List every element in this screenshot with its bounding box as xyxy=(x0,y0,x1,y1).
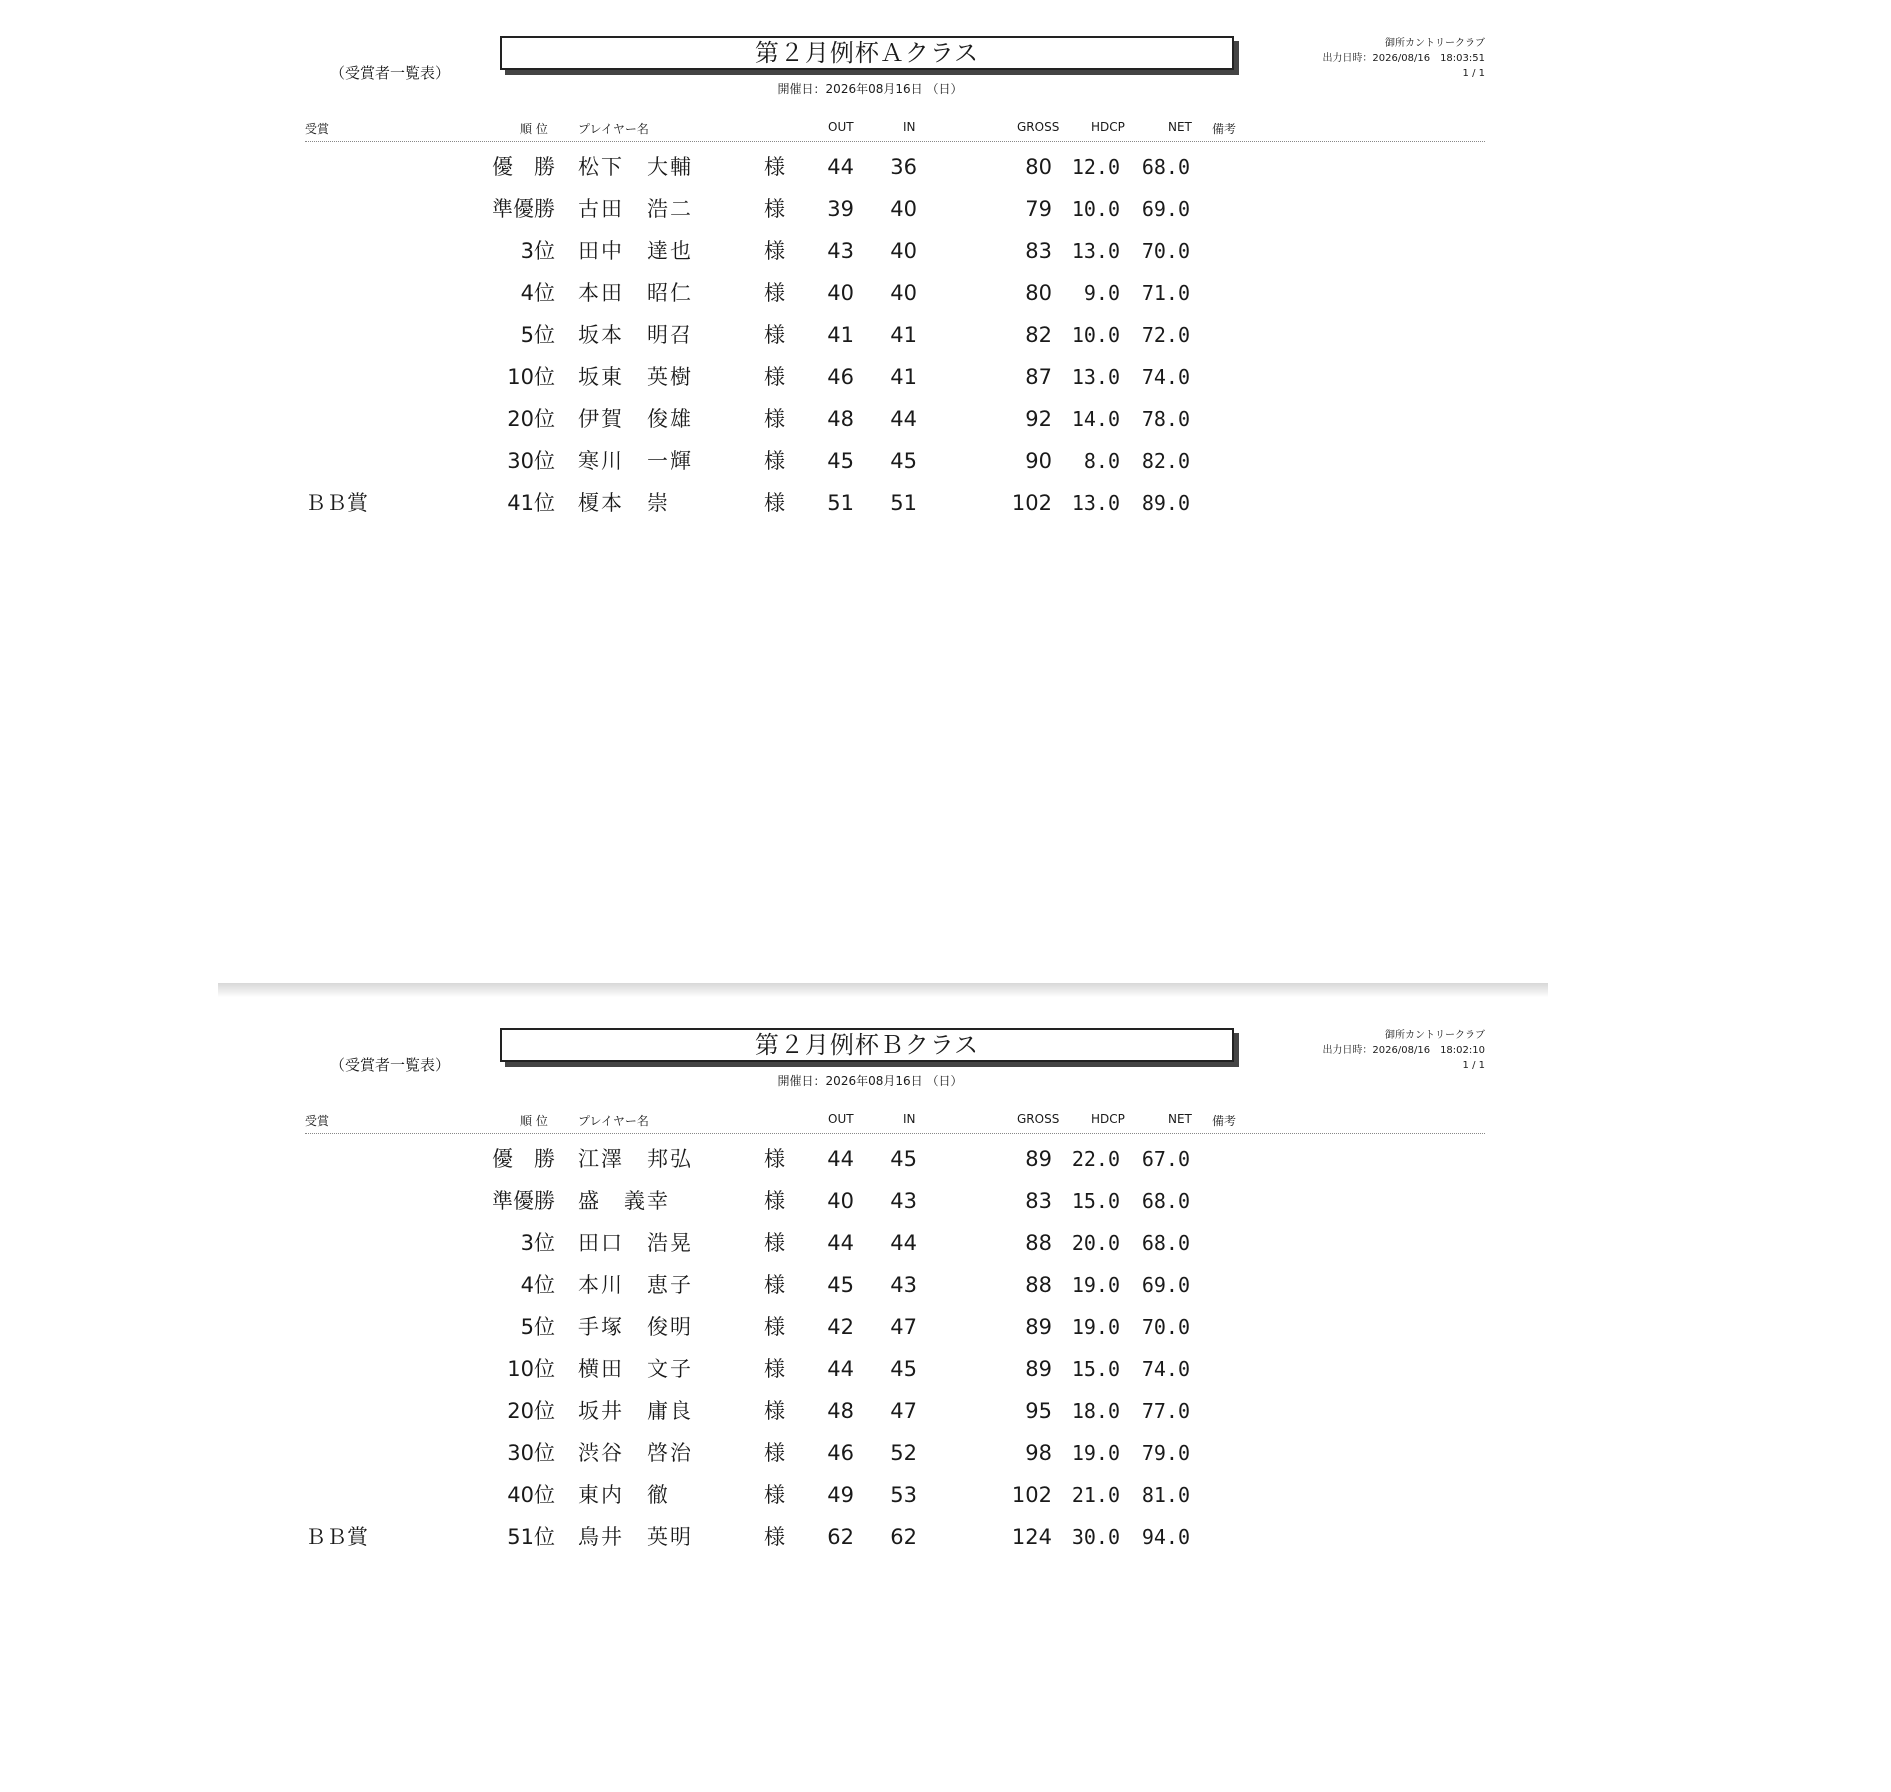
in-score-cell: 52 xyxy=(890,1441,917,1465)
table-row xyxy=(0,1180,1891,1222)
handicap-cell: 19.0 xyxy=(1071,1441,1120,1465)
gross-score-cell: 82 xyxy=(1025,323,1052,347)
gross-score-cell: 102 xyxy=(1011,1483,1052,1507)
table-row xyxy=(0,1474,1891,1516)
net-score-cell: 74.0 xyxy=(1141,365,1190,389)
table-row xyxy=(0,482,1891,524)
gross-score-cell: 80 xyxy=(1025,155,1052,179)
honorific-cell: 様 xyxy=(764,197,785,221)
net-score-cell: 72.0 xyxy=(1141,323,1190,347)
table-row xyxy=(0,146,1891,188)
gross-score-cell: 89 xyxy=(1025,1357,1052,1381)
net-score-cell: 68.0 xyxy=(1141,1189,1190,1213)
club-info xyxy=(1280,1028,1485,1073)
in-score-cell: 44 xyxy=(890,1231,917,1255)
net-score-cell: 70.0 xyxy=(1141,1315,1190,1339)
rank-cell: 20位 xyxy=(507,1399,555,1423)
rank-cell: 優 勝 xyxy=(492,155,555,179)
net-score-cell: 68.0 xyxy=(1141,1231,1190,1255)
out-score-cell: 44 xyxy=(827,1231,854,1255)
net-score-cell: 82.0 xyxy=(1141,449,1190,473)
net-score-cell: 78.0 xyxy=(1141,407,1190,431)
honorific-cell: 様 xyxy=(764,1189,785,1213)
header-rank: 順 位 xyxy=(520,1114,548,1128)
rank-cell: 10位 xyxy=(507,365,555,389)
out-score-cell: 43 xyxy=(827,239,854,263)
rank-cell: 3位 xyxy=(520,1231,555,1255)
header-net: NET xyxy=(1168,120,1192,134)
in-score-cell: 40 xyxy=(890,197,917,221)
gross-score-cell: 90 xyxy=(1025,449,1052,473)
header-hdcp: HDCP xyxy=(1091,120,1125,134)
player-name-cell: 鳥井 英明 xyxy=(578,1525,693,1549)
in-score-cell: 41 xyxy=(890,323,917,347)
rank-cell: 5位 xyxy=(520,323,555,347)
header-gross: GROSS xyxy=(1017,1112,1060,1126)
player-name-cell: 伊賀 俊雄 xyxy=(578,407,693,431)
header-out: OUT xyxy=(828,120,854,134)
out-score-cell: 48 xyxy=(827,1399,854,1423)
out-score-cell: 44 xyxy=(827,1357,854,1381)
handicap-cell: 12.0 xyxy=(1071,155,1120,179)
gross-score-cell: 83 xyxy=(1025,1189,1052,1213)
rank-cell: 30位 xyxy=(507,1441,555,1465)
in-score-cell: 47 xyxy=(890,1399,917,1423)
handicap-cell: 20.0 xyxy=(1071,1231,1120,1255)
rank-cell: 20位 xyxy=(507,407,555,431)
handicap-cell: 13.0 xyxy=(1071,365,1120,389)
handicap-cell: 15.0 xyxy=(1071,1189,1120,1213)
out-score-cell: 48 xyxy=(827,407,854,431)
handicap-cell: 19.0 xyxy=(1071,1273,1120,1297)
gross-score-cell: 83 xyxy=(1025,239,1052,263)
net-score-cell: 74.0 xyxy=(1141,1357,1190,1381)
honorific-cell: 様 xyxy=(764,1525,785,1549)
honorific-cell: 様 xyxy=(764,449,785,473)
club-info xyxy=(1280,36,1485,81)
in-score-cell: 45 xyxy=(890,1147,917,1171)
handicap-cell: 15.0 xyxy=(1071,1357,1120,1381)
results-sheet-a-class xyxy=(0,0,1891,800)
gross-score-cell: 89 xyxy=(1025,1147,1052,1171)
header-rank: 順 位 xyxy=(520,122,548,136)
table-row xyxy=(0,230,1891,272)
handicap-cell: 13.0 xyxy=(1071,491,1120,515)
gross-score-cell: 80 xyxy=(1025,281,1052,305)
out-score-cell: 44 xyxy=(827,155,854,179)
player-name-cell: 渋谷 啓治 xyxy=(578,1441,693,1465)
gross-score-cell: 87 xyxy=(1025,365,1052,389)
table-row xyxy=(0,1264,1891,1306)
rank-cell: 51位 xyxy=(507,1525,555,1549)
header-divider xyxy=(305,1133,1485,1134)
gross-score-cell: 95 xyxy=(1025,1399,1052,1423)
handicap-cell: 9.0 xyxy=(1083,281,1120,305)
table-row xyxy=(0,1222,1891,1264)
out-score-cell: 40 xyxy=(827,281,854,305)
net-score-cell: 81.0 xyxy=(1141,1483,1190,1507)
player-name-cell: 田中 達也 xyxy=(578,239,693,263)
table-row xyxy=(0,1516,1891,1558)
net-score-cell: 77.0 xyxy=(1141,1399,1190,1423)
honorific-cell: 様 xyxy=(764,365,785,389)
net-score-cell: 79.0 xyxy=(1141,1441,1190,1465)
header-award: 受賞 xyxy=(305,122,330,136)
gross-score-cell: 89 xyxy=(1025,1315,1052,1339)
honorific-cell: 様 xyxy=(764,1147,785,1171)
table-row xyxy=(0,356,1891,398)
honorific-cell: 様 xyxy=(764,155,785,179)
handicap-cell: 10.0 xyxy=(1071,197,1120,221)
table-row xyxy=(0,188,1891,230)
rank-cell: 5位 xyxy=(520,1315,555,1339)
header-net: NET xyxy=(1168,1112,1192,1126)
in-score-cell: 45 xyxy=(890,449,917,473)
header-divider xyxy=(305,141,1485,142)
sheet-subtitle: （受賞者一覧表） xyxy=(330,1056,451,1074)
net-score-cell: 67.0 xyxy=(1141,1147,1190,1171)
in-score-cell: 62 xyxy=(890,1525,917,1549)
honorific-cell: 様 xyxy=(764,281,785,305)
net-score-cell: 89.0 xyxy=(1141,491,1190,515)
player-name-cell: 手塚 俊明 xyxy=(578,1315,693,1339)
rank-cell: 優 勝 xyxy=(492,1147,555,1171)
table-row xyxy=(0,272,1891,314)
header-player: プレイヤー名 xyxy=(578,1114,649,1128)
rank-cell: 準優勝 xyxy=(492,197,555,221)
results-sheet-b-class xyxy=(0,992,1891,1792)
rank-cell: 4位 xyxy=(520,281,555,305)
table-row xyxy=(0,440,1891,482)
honorific-cell: 様 xyxy=(764,407,785,431)
player-name-cell: 坂本 明召 xyxy=(578,323,693,347)
header-hdcp: HDCP xyxy=(1091,1112,1125,1126)
honorific-cell: 様 xyxy=(764,1273,785,1297)
table-row xyxy=(0,1432,1891,1474)
out-score-cell: 62 xyxy=(827,1525,854,1549)
event-date: 開催日：2026年08月16日 （日） xyxy=(777,1074,963,1088)
handicap-cell: 22.0 xyxy=(1071,1147,1120,1171)
event-date: 開催日：2026年08月16日 （日） xyxy=(777,82,963,96)
honorific-cell: 様 xyxy=(764,1231,785,1255)
table-row xyxy=(0,398,1891,440)
player-name-cell: 本川 恵子 xyxy=(578,1273,693,1297)
out-score-cell: 46 xyxy=(827,365,854,389)
player-name-cell: 盛 義幸 xyxy=(578,1189,670,1213)
out-score-cell: 42 xyxy=(827,1315,854,1339)
header-award: 受賞 xyxy=(305,1114,330,1128)
honorific-cell: 様 xyxy=(764,323,785,347)
in-score-cell: 43 xyxy=(890,1273,917,1297)
gross-score-cell: 98 xyxy=(1025,1441,1052,1465)
player-name-cell: 横田 文子 xyxy=(578,1357,693,1381)
out-score-cell: 51 xyxy=(827,491,854,515)
player-name-cell: 坂井 庸良 xyxy=(578,1399,693,1423)
out-score-cell: 40 xyxy=(827,1189,854,1213)
in-score-cell: 41 xyxy=(890,365,917,389)
net-score-cell: 70.0 xyxy=(1141,239,1190,263)
player-name-cell: 東内 徹 xyxy=(578,1483,670,1507)
rank-cell: 40位 xyxy=(507,1483,555,1507)
rank-cell: 30位 xyxy=(507,449,555,473)
output-timestamp: 出力日時：2026/08/16 18:03:51 xyxy=(1322,53,1485,64)
handicap-cell: 30.0 xyxy=(1071,1525,1120,1549)
in-score-cell: 53 xyxy=(890,1483,917,1507)
honorific-cell: 様 xyxy=(764,491,785,515)
handicap-cell: 10.0 xyxy=(1071,323,1120,347)
output-timestamp: 出力日時：2026/08/16 18:02:10 xyxy=(1322,1045,1485,1056)
award-cell: ＢＢ賞 xyxy=(305,1525,368,1549)
out-score-cell: 46 xyxy=(827,1441,854,1465)
player-name-cell: 榎本 崇 xyxy=(578,491,670,515)
gross-score-cell: 88 xyxy=(1025,1273,1052,1297)
rank-cell: 10位 xyxy=(507,1357,555,1381)
player-name-cell: 松下 大輔 xyxy=(578,155,693,179)
player-name-cell: 坂東 英樹 xyxy=(578,365,693,389)
header-in: IN xyxy=(903,120,916,134)
player-name-cell: 江澤 邦弘 xyxy=(578,1147,693,1171)
in-score-cell: 40 xyxy=(890,239,917,263)
sheet-title: 第２月例杯Ｂクラス xyxy=(500,1028,1234,1062)
honorific-cell: 様 xyxy=(764,1399,785,1423)
header-note: 備考 xyxy=(1212,1114,1237,1128)
out-score-cell: 44 xyxy=(827,1147,854,1171)
out-score-cell: 41 xyxy=(827,323,854,347)
out-score-cell: 49 xyxy=(827,1483,854,1507)
sheet-title: 第２月例杯Ａクラス xyxy=(500,36,1234,70)
in-score-cell: 36 xyxy=(890,155,917,179)
net-score-cell: 94.0 xyxy=(1141,1525,1190,1549)
in-score-cell: 47 xyxy=(890,1315,917,1339)
club-name: 御所カントリークラブ xyxy=(1385,38,1485,49)
in-score-cell: 43 xyxy=(890,1189,917,1213)
honorific-cell: 様 xyxy=(764,1483,785,1507)
player-name-cell: 田口 浩晃 xyxy=(578,1231,693,1255)
award-cell: ＢＢ賞 xyxy=(305,491,368,515)
handicap-cell: 14.0 xyxy=(1071,407,1120,431)
net-score-cell: 69.0 xyxy=(1141,1273,1190,1297)
honorific-cell: 様 xyxy=(764,1441,785,1465)
rank-cell: 準優勝 xyxy=(492,1189,555,1213)
player-name-cell: 本田 昭仁 xyxy=(578,281,693,305)
header-in: IN xyxy=(903,1112,916,1126)
handicap-cell: 8.0 xyxy=(1083,449,1120,473)
rank-cell: 41位 xyxy=(507,491,555,515)
table-row xyxy=(0,1138,1891,1180)
handicap-cell: 13.0 xyxy=(1071,239,1120,263)
table-row xyxy=(0,1348,1891,1390)
sheet-subtitle: （受賞者一覧表） xyxy=(330,64,451,82)
rank-cell: 3位 xyxy=(520,239,555,263)
table-row xyxy=(0,1306,1891,1348)
club-name: 御所カントリークラブ xyxy=(1385,1030,1485,1041)
out-score-cell: 45 xyxy=(827,449,854,473)
handicap-cell: 18.0 xyxy=(1071,1399,1120,1423)
honorific-cell: 様 xyxy=(764,239,785,263)
gross-score-cell: 79 xyxy=(1025,197,1052,221)
gross-score-cell: 88 xyxy=(1025,1231,1052,1255)
handicap-cell: 19.0 xyxy=(1071,1315,1120,1339)
gross-score-cell: 102 xyxy=(1011,491,1052,515)
in-score-cell: 45 xyxy=(890,1357,917,1381)
header-note: 備考 xyxy=(1212,122,1237,136)
in-score-cell: 51 xyxy=(890,491,917,515)
table-row xyxy=(0,314,1891,356)
net-score-cell: 71.0 xyxy=(1141,281,1190,305)
net-score-cell: 69.0 xyxy=(1141,197,1190,221)
rank-cell: 4位 xyxy=(520,1273,555,1297)
gross-score-cell: 92 xyxy=(1025,407,1052,431)
in-score-cell: 40 xyxy=(890,281,917,305)
table-row xyxy=(0,1390,1891,1432)
header-player: プレイヤー名 xyxy=(578,122,649,136)
page-number: 1 / 1 xyxy=(1462,1060,1485,1071)
honorific-cell: 様 xyxy=(764,1315,785,1339)
out-score-cell: 45 xyxy=(827,1273,854,1297)
player-name-cell: 古田 浩二 xyxy=(578,197,693,221)
gross-score-cell: 124 xyxy=(1011,1525,1052,1549)
handicap-cell: 21.0 xyxy=(1071,1483,1120,1507)
header-out: OUT xyxy=(828,1112,854,1126)
in-score-cell: 44 xyxy=(890,407,917,431)
header-gross: GROSS xyxy=(1017,120,1060,134)
net-score-cell: 68.0 xyxy=(1141,155,1190,179)
out-score-cell: 39 xyxy=(827,197,854,221)
player-name-cell: 寒川 一輝 xyxy=(578,449,693,473)
page-number: 1 / 1 xyxy=(1462,68,1485,79)
honorific-cell: 様 xyxy=(764,1357,785,1381)
